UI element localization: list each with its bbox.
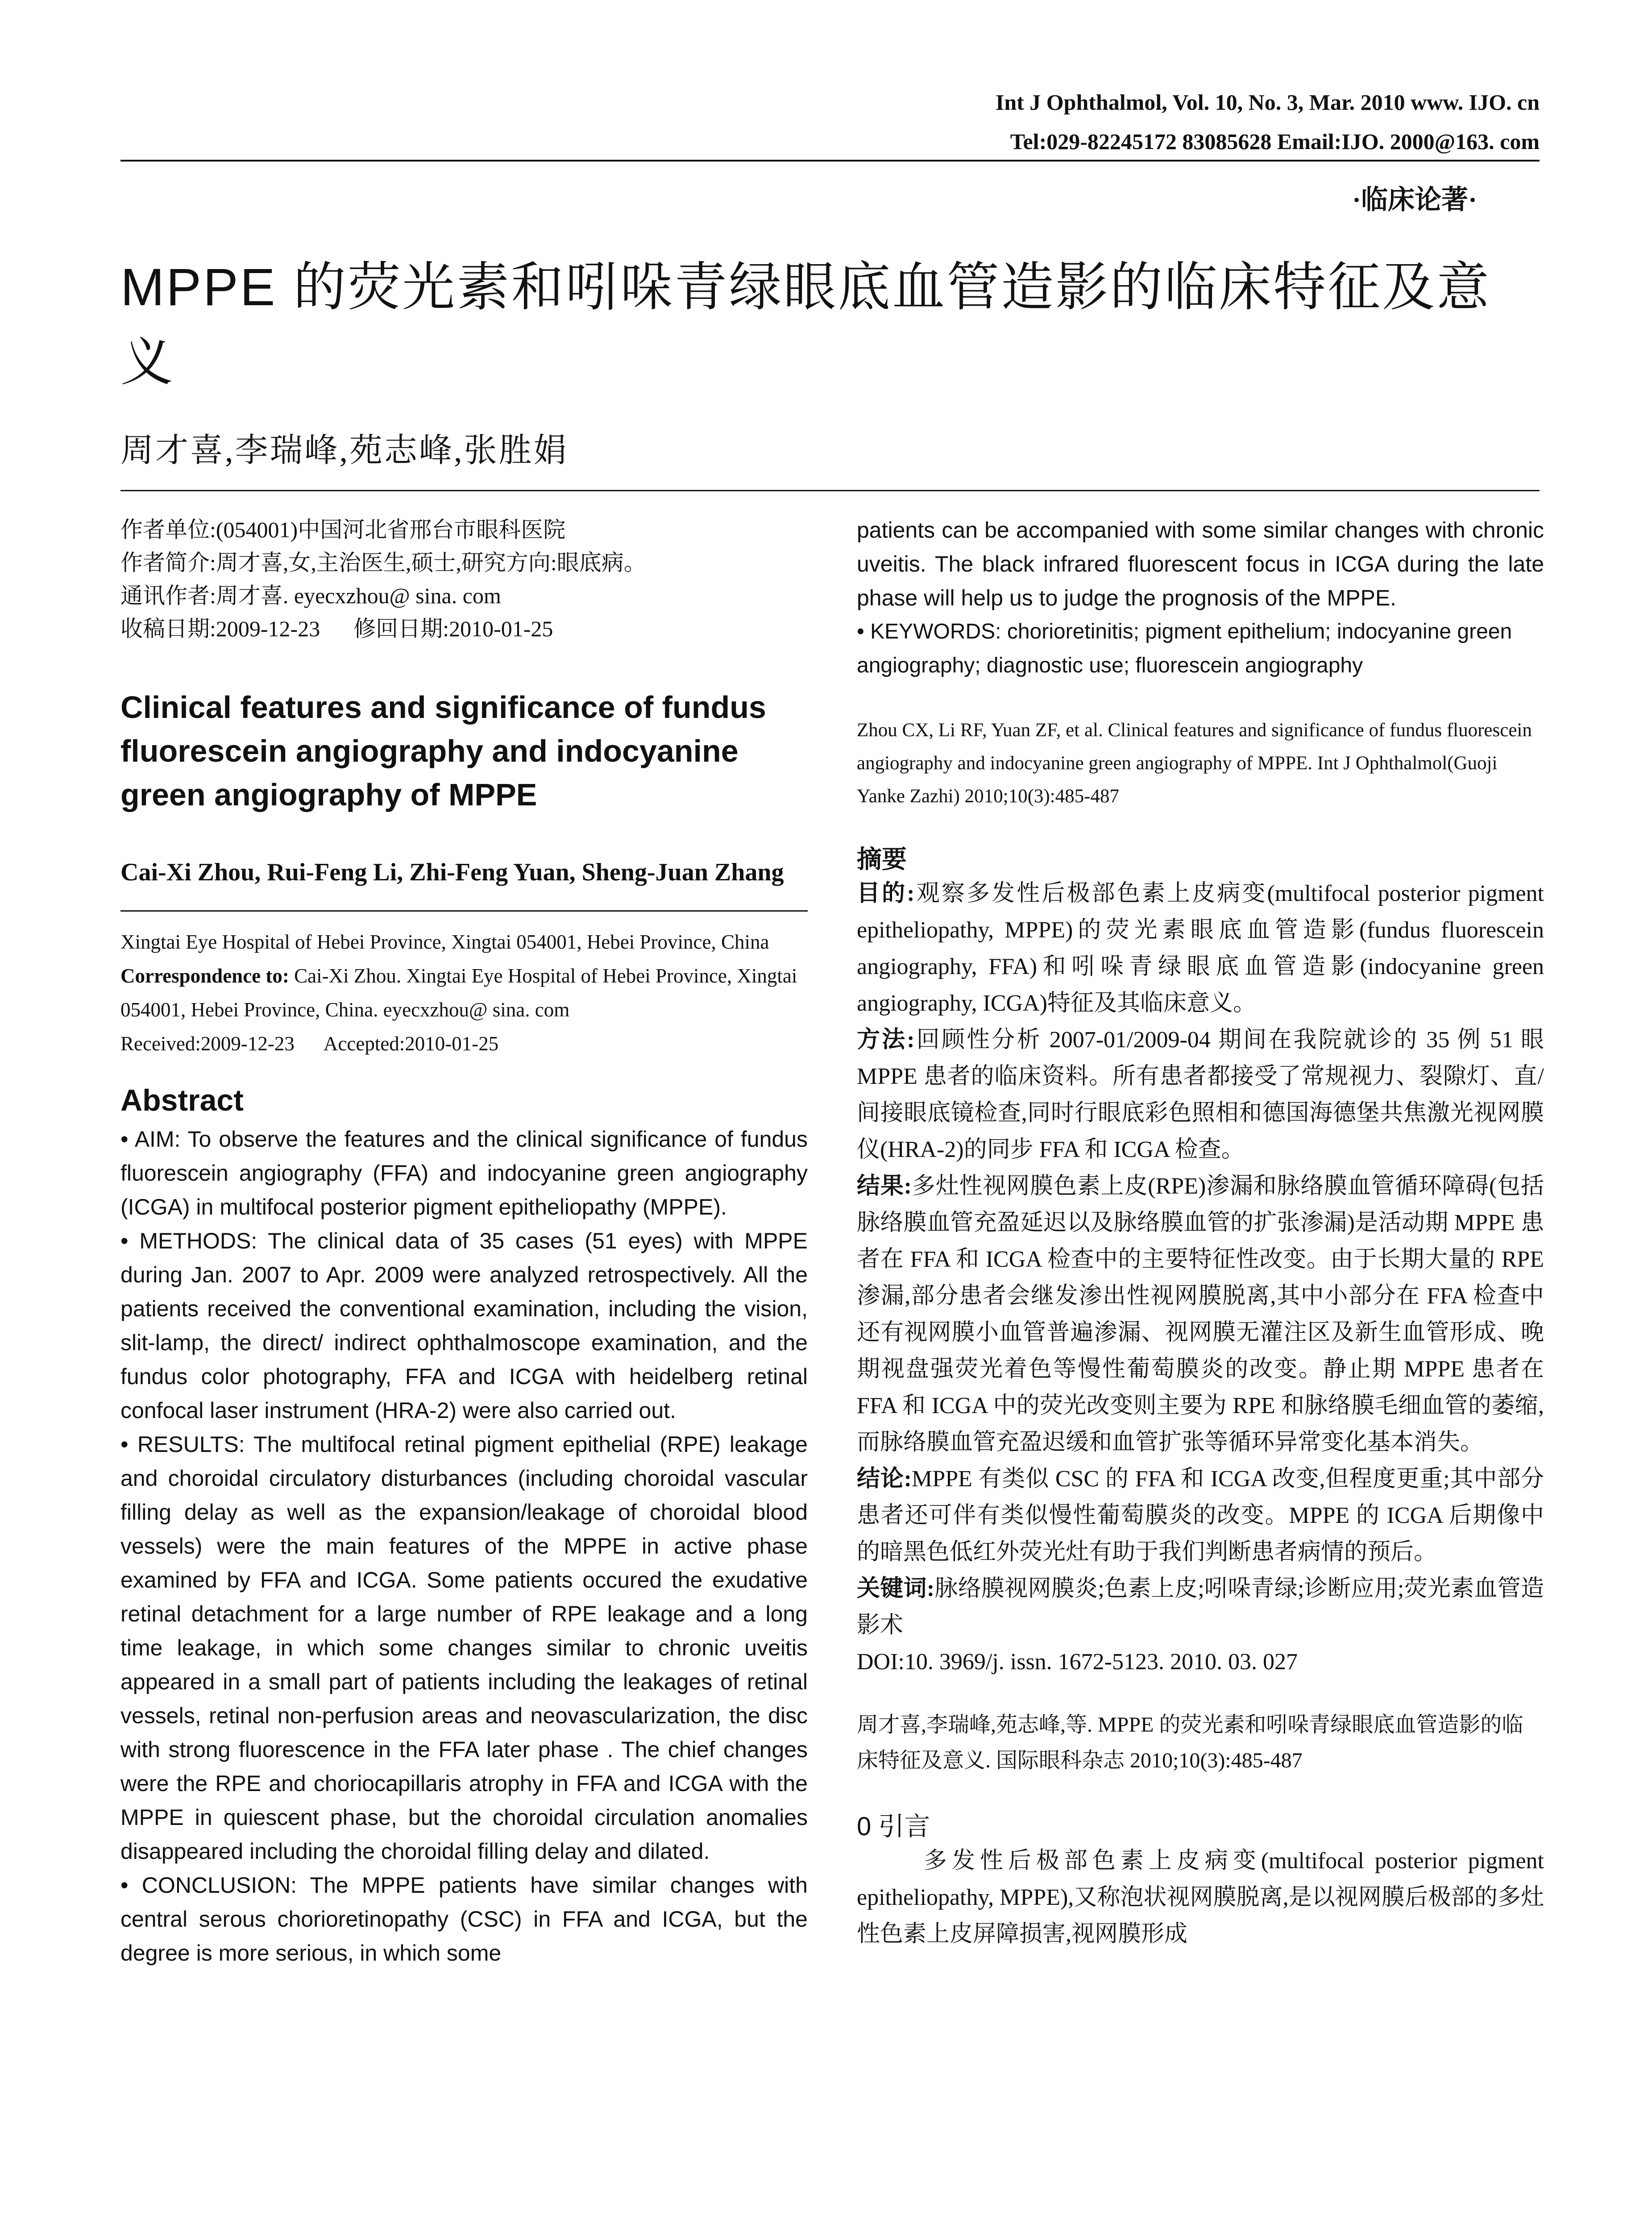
abstract-aim: • AIM: To observe the features and the clinical significance of fundus fluorescein angiography (FFA) and indocyanine green angiography (ICGA) in multifocal posterior pigment epitheliopathy (MPPE). (120, 1127, 808, 1219)
received-dates-cn: 收稿日期:2009-12-23 修回日期:2010-01-25 (120, 616, 553, 641)
doi: DOI:10. 3969/j. issn. 1672-5123. 2010. 03. 027 (857, 1649, 1298, 1675)
citation-en: Zhou CX, Li RF, Yuan ZF, et al. Clinical features and significance of fundus fluorescein angiography and indocyanine green angiography of MPPE. Int J Ophthalmol(Guoji Yanke Zazhi) 2010;10(3):485-487 (857, 720, 1532, 807)
correspondence-text: Cai-Xi Zhou. Xingtai Eye Hospital of Hebei Province, Xingtai 054001, Hebei Province, China. eyecxzhou@ sina. com (120, 965, 797, 1021)
journal-info: Int J Ophthalmol, Vol. 10, No. 3, Mar. 2010 www. IJO. cn (995, 90, 1540, 115)
zh-keywords-label: 关键词: (857, 1576, 935, 1601)
author-unit: 作者单位:(054001)中国河北省邢台市眼科医院 (120, 517, 566, 542)
section-label: ·临床论著· (1352, 185, 1477, 215)
intro-heading: 0 引言 (857, 1812, 930, 1841)
abstract-results: • RESULTS: The multifocal retinal pigment epithelial (RPE) leakage and choroidal circulatory disturbances (including choroidal vascular filling delay as well as the expansion/leakage of choroidal blood vessels) were the main features of the MPPE in active phase examined by FFA and ICGA. Some patients occured the exudative retinal detachment for a large number of RPE leakage and a long time leakage, in which some changes similar to chronic uveitis appeared in a small part of patients including the leakages of retinal vessels, retinal non-perfusion areas and neovascularization, the disc with strong fluorescence in the FFA later phase . The chief changes were the RPE and choriocapillaris atrophy in FFA and ICGA with the MPPE in quiescent phase, but the choroidal circulation anomalies disappeared including the choroidal filling delay and dilated. (120, 1432, 808, 1864)
zh-keywords (857, 1571, 1544, 1644)
intro-text: 多发性后极部色素上皮病变(multifocal posterior pigment epitheliopathy, MPPE),又称泡状视网膜脱离,是以视网膜后极部的多灶性色素上皮屏障损害,视网膜形成 (857, 1848, 1544, 1947)
authors-en: Cai-Xi Zhou, Rui-Feng Li, Zhi-Feng Yuan, Sheng-Juan Zhang (120, 858, 784, 886)
author-bio: 作者简介:周才喜,女,主治医生,硕士,研究方向:眼底病。 (120, 550, 646, 575)
abstract-heading: Abstract (120, 1083, 244, 1117)
zh-aim (857, 875, 1544, 1022)
zh-methods-text: 回顾性分析 2007-01/2009-04 期间在我院就诊的 35 例 51 眼 MPPE 患者的临床资料。所有患者都接受了常规视力、裂隙灯、直/间接眼底镜检查,同时行眼底彩色照相和德国海德堡共焦激光视网膜仪(HRA-2)的同步 FFA 和 ICGA 检查。 (857, 1027, 1544, 1162)
correspondence-label: Correspondence to: (120, 965, 289, 987)
right-column (857, 513, 1544, 1953)
zh-results-text: 多灶性视网膜色素上皮(RPE)渗漏和脉络膜血管循环障碍(包括脉络膜血管充盈延迟以及脉络膜血管的扩张渗漏)是活动期 MPPE 患者在 FFA 和 ICGA 检查中的主要特征性改变。由于长期大量的 RPE 渗漏,部分患者会继发渗出性视网膜脱离,其中小部分在 FFA 检查中还有视网膜小血管普遍渗漏、视网膜无灌注区及新生血管形成、晚期视盘强荧光着色等慢性葡萄膜炎的改变。静止期 MPPE 患者在 FFA 和 ICGA 中的荧光改变则主要为 RPE 和脉络膜毛细血管的萎缩,而脉络膜血管充盈迟缓和血管扩张等循环异常变化基本消失。 (857, 1174, 1544, 1455)
affiliation: Xingtai Eye Hospital of Hebei Province, Xingtai 054001, Hebei Province, China (120, 931, 769, 953)
abstract-methods: • METHODS: The clinical data of 35 cases (51 eyes) with MPPE during Jan. 2007 to Apr. 2009 were analyzed retrospectively. All the patients received the conventional examination, including the vision, slit-lamp, the direct/ indirect ophthalmoscope examination, and the fundus color photography, FFA and ICGA with heidelberg retinal confocal laser instrument (HRA-2) were also carried out. (120, 1228, 808, 1423)
zh-methods (857, 1022, 1544, 1168)
zh-conclusion-text: MPPE 有类似 CSC 的 FFA 和 ICGA 改变,但程度更重;其中部分患者还可伴有类似慢性葡萄膜炎的改变。MPPE 的 ICGA 后期像中的暗黑色低红外荧光灶有助于我们判断患者病情的预后。 (857, 1466, 1544, 1565)
abstract-keywords: • KEYWORDS: chorioretinitis; pigment epithelium; indocyanine green angiography; diagnostic use; fluorescein angiography (857, 620, 1512, 677)
affiliation-divider (120, 910, 808, 912)
zh-conclusion-label: 结论: (857, 1466, 912, 1492)
correspondence (120, 959, 808, 1027)
received-dates-en: Received:2009-12-23 Accepted:2010-01-25 (120, 1033, 499, 1055)
header-divider (120, 160, 1540, 162)
citation-cn: 周才喜,李瑞峰,苑志峰,等. MPPE 的荧光素和吲哚青绿眼底血管造影的临床特征及意义. 国际眼科杂志 2010;10(3):485-487 (857, 1713, 1523, 1772)
abstract-conclusion-continued: patients can be accompanied with some similar changes with chronic uveitis. The black infrared fluorescent focus in ICGA during the late phase will help us to judge the prognosis of the MPPE. (857, 518, 1544, 610)
left-column (120, 513, 808, 1970)
zh-methods-label: 方法: (857, 1027, 915, 1053)
zh-aim-text: 观察多发性后极部色素上皮病变(multifocal posterior pigment epitheliopathy, MPPE)的荧光素眼底血管造影(fundus fluorescein angiography, FFA)和吲哚青绿眼底血管造影(indocyanine green angiography, ICGA)特征及其临床意义。 (857, 881, 1544, 1016)
zh-abstract-heading: 摘要 (857, 845, 907, 873)
zh-aim-label: 目的: (857, 881, 915, 906)
corresponding-author: 通讯作者:周才喜. eyecxzhou@ sina. com (120, 583, 501, 608)
zh-results (857, 1168, 1544, 1461)
article-title-en: Clinical features and significance of fundus fluorescein angiography and indocyanine green angiography of MPPE (120, 690, 766, 812)
journal-contact: Tel:029-82245172 83085628 Email:IJO. 2000@163. com (1010, 129, 1540, 154)
zh-keywords-text: 脉络膜视网膜炎;色素上皮;吲哚青绿;诊断应用;荧光素血管造影术 (857, 1576, 1544, 1638)
abstract-conclusion: • CONCLUSION: The MPPE patients have similar changes with central serous chorioretinopathy (CSC) in FFA and ICGA, but the degree is more serious, in which some (120, 1873, 808, 1966)
zh-results-label: 结果: (857, 1174, 912, 1199)
zh-conclusion (857, 1461, 1544, 1571)
title-divider (120, 490, 1540, 491)
authors-cn: 周才喜,李瑞峰,苑志峰,张胜娟 (120, 432, 569, 469)
article-title-cn: MPPE 的荧光素和吲哚青绿眼底血管造影的临床特征及意义 (120, 258, 1491, 392)
